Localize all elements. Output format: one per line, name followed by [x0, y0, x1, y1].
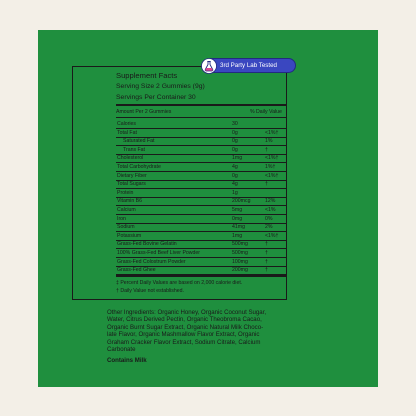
nutrient-amount: 0g [232, 138, 238, 145]
nutrient-row [116, 154, 286, 162]
nutrient-name: Vitamin B6 [117, 198, 142, 205]
nutrient-amount: 1mg [232, 155, 243, 162]
nutrient-daily-value: † [265, 181, 268, 188]
nutrient-daily-value: 1% [265, 138, 273, 145]
nutrient-row [116, 146, 286, 154]
daily-value-header: % Daily Value [250, 109, 282, 115]
nutrient-name: Trans Fat [123, 146, 146, 153]
nutrient-name: Grass-Fed Colostrum Powder [117, 258, 186, 265]
nutrient-amount: 0g [232, 172, 238, 179]
nutrient-amount: 41mg [232, 224, 245, 231]
servings-per-container: Servings Per Container 30 [116, 94, 196, 101]
nutrient-amount: 1mg [232, 232, 243, 239]
nutrient-name: Grass-Fed Ghee [117, 267, 156, 274]
nutrient-daily-value: <1%† [265, 129, 279, 136]
nutrient-daily-value: 0% [265, 215, 273, 222]
badge-label: 3rd Party Lab Tested [220, 62, 277, 69]
nutrient-name: Cholesterol [117, 155, 144, 162]
nutrient-name: Total Sugars [117, 181, 146, 188]
nutrient-amount: 200mcg [232, 198, 251, 205]
nutrient-name: Dietary Fiber [117, 172, 147, 179]
nutrient-daily-value: 1%† [265, 164, 276, 170]
nutrient-row [116, 232, 286, 240]
nutrient-amount: 200mg [232, 267, 248, 274]
table-end-divider [116, 275, 286, 277]
nutrient-amount: 500mg [232, 250, 248, 256]
nutrient-name: Saturated Fat [123, 138, 155, 145]
nutrient-name: Sodium [117, 224, 135, 231]
nutrient-row [116, 249, 286, 257]
ingredients-line: Organic Burnt Sugar Extract, Organic Natural Milk Choco- [107, 323, 264, 331]
ingredients-line: Water, Citrus Derived Pectin, Organic Theobroma Cacao, [107, 316, 262, 324]
nutrient-daily-value: <1% [265, 207, 276, 213]
nutrient-name: Calories [117, 121, 137, 127]
footnote-percent: ‡ Percent Daily Values are based on 2,000 calorie diet. [116, 280, 243, 286]
nutrient-row [116, 172, 286, 180]
nutrient-amount: 1g [232, 189, 238, 196]
lab-tested-badge [205, 58, 296, 73]
nutrient-row [116, 215, 286, 223]
nutrient-daily-value: † [265, 267, 268, 274]
nutrient-amount: 0mg [232, 215, 243, 222]
nutrient-name: Grass-Fed Bovine Gelatin [117, 241, 177, 248]
amount-header: Amount Per 2 Gummies [116, 109, 172, 115]
ingredients-line: Graham Cracker Flavor Extract, Sodium Citrate, Calcium [107, 338, 261, 346]
nutrient-daily-value: 12% [265, 198, 276, 205]
nutrient-daily-value: † [265, 250, 268, 256]
nutrient-name: Potassium [117, 232, 142, 239]
nutrient-amount: 4g [232, 164, 238, 170]
nutrient-daily-value: <1%† [265, 155, 279, 162]
allergen-statement: Contains Milk [107, 357, 147, 364]
nutrient-daily-value: <1%† [265, 172, 279, 179]
nutrient-row [116, 120, 286, 128]
nutrient-row [116, 266, 286, 274]
nutrient-name: Total Carbohydrate [117, 164, 161, 170]
nutrient-daily-value: † [265, 241, 268, 248]
nutrient-amount: 0g [232, 129, 238, 136]
nutrient-amount: 30 [232, 121, 238, 127]
nutrient-name: Protein [117, 189, 134, 196]
nutrient-row [116, 206, 286, 214]
nutrient-daily-value: † [265, 258, 268, 265]
nutrient-daily-value: † [265, 146, 268, 153]
flask-icon [201, 58, 217, 74]
nutrient-amount: 500mg [232, 241, 248, 248]
nutrient-row [116, 189, 286, 197]
nutrient-row [116, 223, 286, 231]
nutrient-name: 100% Grass-Fed Beef Liver Powder [117, 250, 201, 256]
ingredients-line: Other Ingredients: Organic Honey, Organic Coconut Sugar, [107, 309, 267, 316]
nutrient-row [116, 180, 286, 188]
facts-title: Supplement Facts [116, 71, 178, 80]
nutrient-row [116, 163, 286, 171]
nutrient-amount: 0g [232, 146, 238, 153]
nutrient-name: Iron [117, 215, 126, 222]
nutrient-daily-value: <1%† [265, 232, 279, 239]
nutrient-row [116, 137, 286, 145]
nutrient-amount: 100mg [232, 258, 248, 265]
nutrient-amount: 4g [232, 181, 238, 188]
nutrient-row [116, 240, 286, 248]
other-ingredients [107, 309, 297, 353]
footnote-dagger: † Daily Value not established. [116, 288, 184, 294]
nutrient-row [116, 258, 286, 266]
heavy-divider [116, 104, 286, 106]
nutrient-name: Total Fat [117, 129, 137, 136]
nutrient-amount: 5mg [232, 207, 243, 213]
ingredients-line: late Flavor, Organic Mashmallow Flavor Extract, Organic [107, 331, 260, 339]
ingredients-line: Carbonate [107, 346, 136, 354]
serving-size: Serving Size 2 Gummies (9g) [116, 83, 205, 90]
nutrient-row [116, 129, 286, 137]
nutrient-row [116, 197, 286, 205]
header-divider [116, 117, 286, 118]
nutrient-daily-value: 2% [265, 224, 273, 231]
nutrient-name: Calcium [117, 207, 136, 213]
